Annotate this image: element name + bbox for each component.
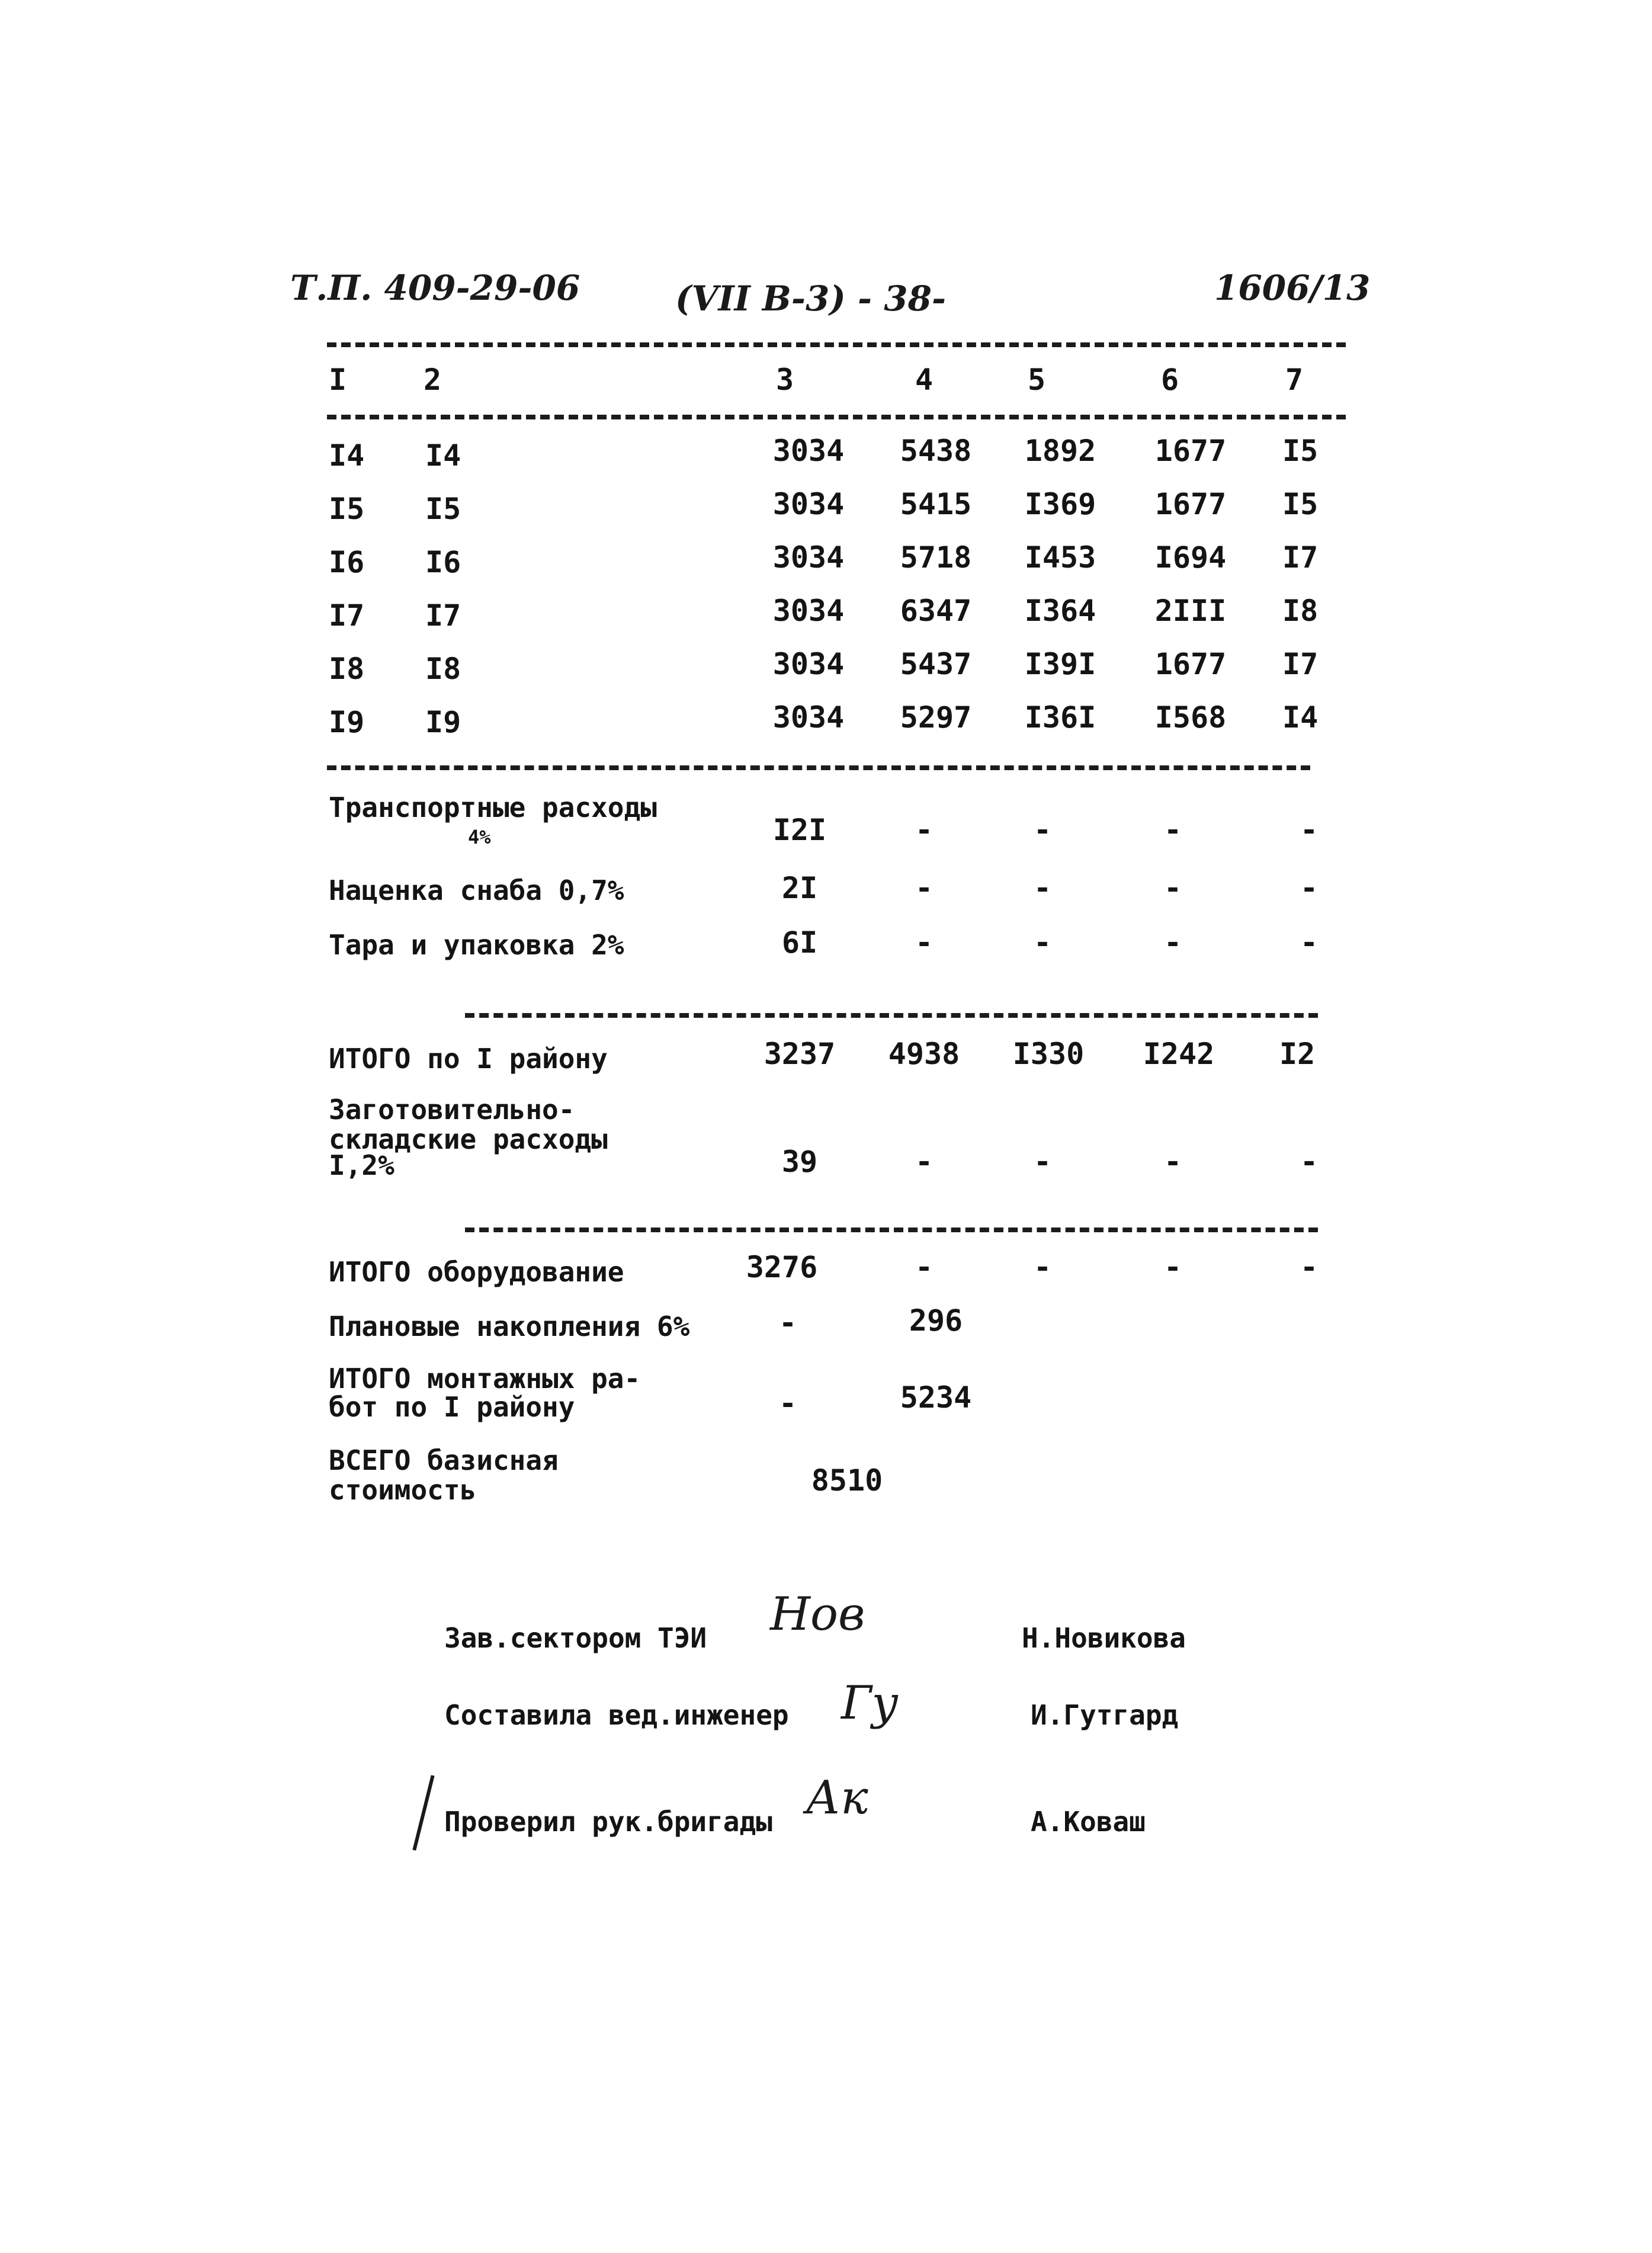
cell-col7: - bbox=[1300, 1250, 1319, 1284]
cell-col6: - bbox=[1163, 1145, 1182, 1179]
cell-col6: I694 bbox=[1154, 540, 1227, 575]
cell-col4: 4938 bbox=[888, 1037, 960, 1071]
cell-col7: I5 bbox=[1282, 487, 1319, 521]
row-num: I9 bbox=[329, 705, 365, 739]
sheet-ref: (VII В-3) - 38- bbox=[675, 278, 947, 319]
cell-col4: 5437 bbox=[900, 647, 972, 681]
col-header-6: 6 bbox=[1161, 363, 1179, 397]
signature-name: Н.Новикова bbox=[1022, 1622, 1186, 1654]
cell-col3: 6I bbox=[781, 925, 818, 960]
check-stroke bbox=[412, 1775, 434, 1851]
row-num: I8 bbox=[329, 652, 365, 686]
cell-col7: - bbox=[1300, 871, 1319, 905]
row-code: I5 bbox=[425, 492, 461, 526]
cell-col5: I364 bbox=[1024, 594, 1096, 628]
cell-col5: I330 bbox=[1012, 1037, 1085, 1071]
cell-col3: 3034 bbox=[772, 594, 845, 628]
cell-col5: - bbox=[1033, 925, 1052, 960]
row-num: I4 bbox=[329, 438, 365, 473]
cell-col5: I36I bbox=[1024, 700, 1096, 735]
cell-col4: 5438 bbox=[900, 434, 972, 468]
cell-col7: - bbox=[1300, 925, 1319, 960]
procurement-label-line2: складские расходы bbox=[329, 1123, 608, 1155]
cell-col3: - bbox=[778, 1386, 797, 1421]
cell-col7: - bbox=[1300, 1145, 1319, 1179]
cell-col7: I5 bbox=[1282, 434, 1319, 468]
cell-col4: - bbox=[915, 1250, 934, 1284]
base-cost-value: 8510 bbox=[811, 1463, 883, 1498]
transport-percent: 4% bbox=[468, 826, 491, 848]
cell-col4: 6347 bbox=[900, 594, 972, 628]
cell-col5: I39I bbox=[1024, 647, 1096, 681]
equipment-total-label: ИТОГО оборудование bbox=[329, 1256, 624, 1288]
cell-col6: 1677 bbox=[1154, 434, 1227, 468]
rule-header bbox=[327, 415, 1346, 419]
cell-col7: I4 bbox=[1282, 700, 1319, 735]
cell-col4: - bbox=[915, 925, 934, 960]
mounting-label-line1: ИТОГО монтажных ра- bbox=[329, 1363, 641, 1395]
cell-col6: - bbox=[1163, 925, 1182, 960]
row-code: I6 bbox=[425, 545, 461, 579]
row-code: I8 bbox=[425, 652, 461, 686]
packaging-label: Тара и упаковка 2% bbox=[329, 929, 624, 961]
cell-col6: 2III bbox=[1154, 594, 1227, 628]
col-header-7: 7 bbox=[1285, 363, 1304, 397]
row-code: I7 bbox=[425, 598, 461, 633]
col-header-2: 2 bbox=[424, 363, 442, 397]
cell-col5: I453 bbox=[1024, 540, 1096, 575]
planned-savings-label: Плановые накопления 6% bbox=[329, 1310, 690, 1342]
cell-col7: - bbox=[1300, 813, 1319, 847]
cell-col3: 3034 bbox=[772, 647, 845, 681]
page-number: 1606/13 bbox=[1214, 268, 1371, 308]
cell-col3: 39 bbox=[781, 1145, 818, 1179]
col-header-3: 3 bbox=[776, 363, 794, 397]
cell-col7: I2 bbox=[1279, 1037, 1316, 1071]
row-code: I4 bbox=[425, 438, 461, 473]
cell-col5: - bbox=[1033, 813, 1052, 847]
col-header-5: 5 bbox=[1028, 363, 1046, 397]
row-num: I5 bbox=[329, 492, 365, 526]
markup-label: Наценка снаба 0,7% bbox=[329, 874, 624, 906]
rule-after-rows bbox=[327, 765, 1310, 770]
cell-col4: 5234 bbox=[900, 1380, 972, 1415]
row-code: I9 bbox=[425, 705, 461, 739]
cell-col6: - bbox=[1163, 871, 1182, 905]
signature-mark: Ак bbox=[806, 1771, 868, 1825]
col-header-1: I bbox=[329, 363, 347, 397]
rule-before-total bbox=[465, 1013, 1318, 1018]
signature-role: Проверил рук.бригады bbox=[444, 1806, 772, 1838]
signature-role: Зав.сектором ТЭИ bbox=[444, 1622, 707, 1654]
cell-col6: - bbox=[1163, 1250, 1182, 1284]
rule-before-equipment bbox=[465, 1228, 1318, 1232]
signature-mark: Гу bbox=[841, 1677, 899, 1730]
cell-col6: I242 bbox=[1143, 1037, 1215, 1071]
cell-col6: 1677 bbox=[1154, 487, 1227, 521]
cell-col4: 296 bbox=[909, 1303, 963, 1338]
cell-col3: 3034 bbox=[772, 540, 845, 575]
cell-col5: 1892 bbox=[1024, 434, 1096, 468]
cell-col7: I7 bbox=[1282, 647, 1319, 681]
rule-top bbox=[327, 342, 1346, 347]
procurement-label-line1: Заготовительно- bbox=[329, 1094, 575, 1126]
cell-col4: - bbox=[915, 871, 934, 905]
row-num: I6 bbox=[329, 545, 365, 579]
base-cost-label-line1: ВСЕГО базисная bbox=[329, 1444, 559, 1476]
procurement-percent: I,2% bbox=[329, 1149, 394, 1181]
cell-col3: 3034 bbox=[772, 700, 845, 735]
cell-col3: 2I bbox=[781, 871, 818, 905]
total-district-label: ИТОГО по I району bbox=[329, 1043, 608, 1075]
base-cost-label-line2: стоимость bbox=[329, 1474, 477, 1506]
cell-col7: I7 bbox=[1282, 540, 1319, 575]
doc-code: Т.П. 409-29-06 bbox=[290, 268, 580, 308]
signature-name: И.Гутгард bbox=[1031, 1699, 1179, 1731]
cell-col4: 5415 bbox=[900, 487, 972, 521]
col-header-4: 4 bbox=[915, 363, 934, 397]
cell-col3: 3034 bbox=[772, 487, 845, 521]
cell-col5: - bbox=[1033, 871, 1052, 905]
cell-col3: 3276 bbox=[746, 1250, 818, 1284]
cell-col4: - bbox=[915, 813, 934, 847]
cell-col4: 5297 bbox=[900, 700, 972, 735]
cell-col6: - bbox=[1163, 813, 1182, 847]
signature-name: А.Коваш bbox=[1031, 1806, 1146, 1838]
cell-col6: 1677 bbox=[1154, 647, 1227, 681]
cell-col3: 3034 bbox=[772, 434, 845, 468]
cell-col4: - bbox=[915, 1145, 934, 1179]
signature-mark: Нов bbox=[770, 1588, 865, 1641]
cell-col5: I369 bbox=[1024, 487, 1096, 521]
mounting-label-line2: бот по I району bbox=[329, 1391, 575, 1423]
transport-label: Транспортные расходы bbox=[329, 791, 657, 823]
cell-col3: - bbox=[778, 1306, 797, 1340]
cell-col3: 3237 bbox=[764, 1037, 836, 1071]
row-num: I7 bbox=[329, 598, 365, 633]
cell-col5: - bbox=[1033, 1250, 1052, 1284]
cell-col7: I8 bbox=[1282, 594, 1319, 628]
cell-col3: I2I bbox=[772, 813, 827, 847]
cell-col5: - bbox=[1033, 1145, 1052, 1179]
signature-role: Составила вед.инженер bbox=[444, 1699, 789, 1731]
cell-col4: 5718 bbox=[900, 540, 972, 575]
cell-col6: I568 bbox=[1154, 700, 1227, 735]
